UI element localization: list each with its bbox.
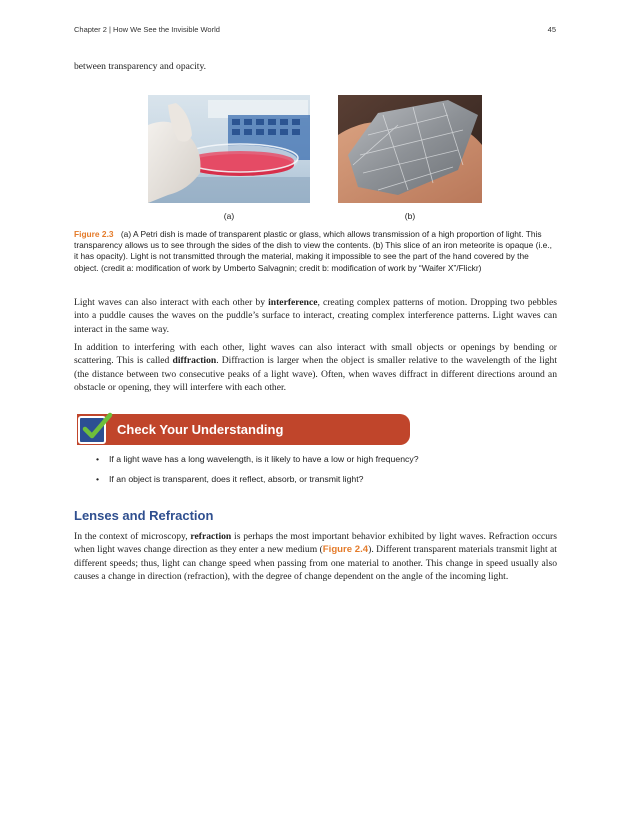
figure-2-4-link[interactable]: Figure 2.4 xyxy=(322,544,369,556)
check-your-understanding-banner xyxy=(77,414,410,445)
meteorite-photo xyxy=(338,95,482,203)
question-item: • If an object is transparent, does it reflect, absorb, or transmit light? xyxy=(96,472,536,492)
page-header xyxy=(74,25,556,37)
figure-number: Figure 2.3 xyxy=(74,229,114,239)
page-number: 45 xyxy=(547,25,556,34)
petri-dish-photo xyxy=(148,95,310,203)
question-list xyxy=(96,452,536,492)
paragraph-refraction: In the context of microscopy, refraction is perhaps the most important behavior exhibited by light waves. Refraction occurs when light waves change direction as they enter a new medium (Figure 2.4). Different transparent materials transmit light at different speeds; thus, light can change speed when passing from one material to another. This change in speed usually also causes a change in direction (refraction), with the degree of change dependent on the angle of the incoming light. xyxy=(74,531,557,583)
paragraph-interference: Light waves can also interact with each other by interference, creating complex patterns of motion. Dropping two pebbles into a puddle causes the waves on the puddle’s surface to interact, creating complex interference patterns. Light waves can interact in the same way. xyxy=(74,297,558,335)
intro-line: between transparency and opacity. xyxy=(74,61,207,72)
section-heading: Lenses and Refraction xyxy=(74,508,214,523)
term-diffraction: diffraction xyxy=(172,355,217,367)
check-your-understanding-title: Check Your Understanding xyxy=(117,422,284,437)
figure-caption-text: (a) A Petri dish is made of transparent plastic or glass, which allows transmission of a high proportion of light. This transparency allows us to see through the sides of the dish to view the contents. (b) This slice of an iron meteorite is opaque (i.e., it has opacity). Light is not transmitted through the material, making it impossible to see the part of the hand covered by the object. (credit a: modification of work by Umberto Salvagnin; credit b: modification of work by “Waifer X”/Flickr) xyxy=(74,229,552,273)
paragraph-diffraction: In addition to interfering with each other, light waves can also interact with small objects or openings by bending or scattering. This is called diffraction. Diffraction is larger when the object is smaller relative to the wavelength of the light (the distance between two consecutive peaks of a light wave). Often, when waves diffract in different directions around an obstacle or opening, they will interfere with each other. xyxy=(74,342,557,394)
figure-label-a: (a) xyxy=(223,211,235,221)
term-interference: interference xyxy=(268,297,318,308)
term-refraction: refraction xyxy=(190,531,232,542)
question-item: • If a light wave has a long wavelength, is it likely to have a low or high frequency? xyxy=(96,452,536,472)
figure-label-b: (b) xyxy=(404,211,416,221)
chapter-title: Chapter 2 | How We See the Invisible World xyxy=(74,25,220,34)
figure-caption xyxy=(74,229,554,274)
checkbox-check-icon xyxy=(77,414,111,445)
